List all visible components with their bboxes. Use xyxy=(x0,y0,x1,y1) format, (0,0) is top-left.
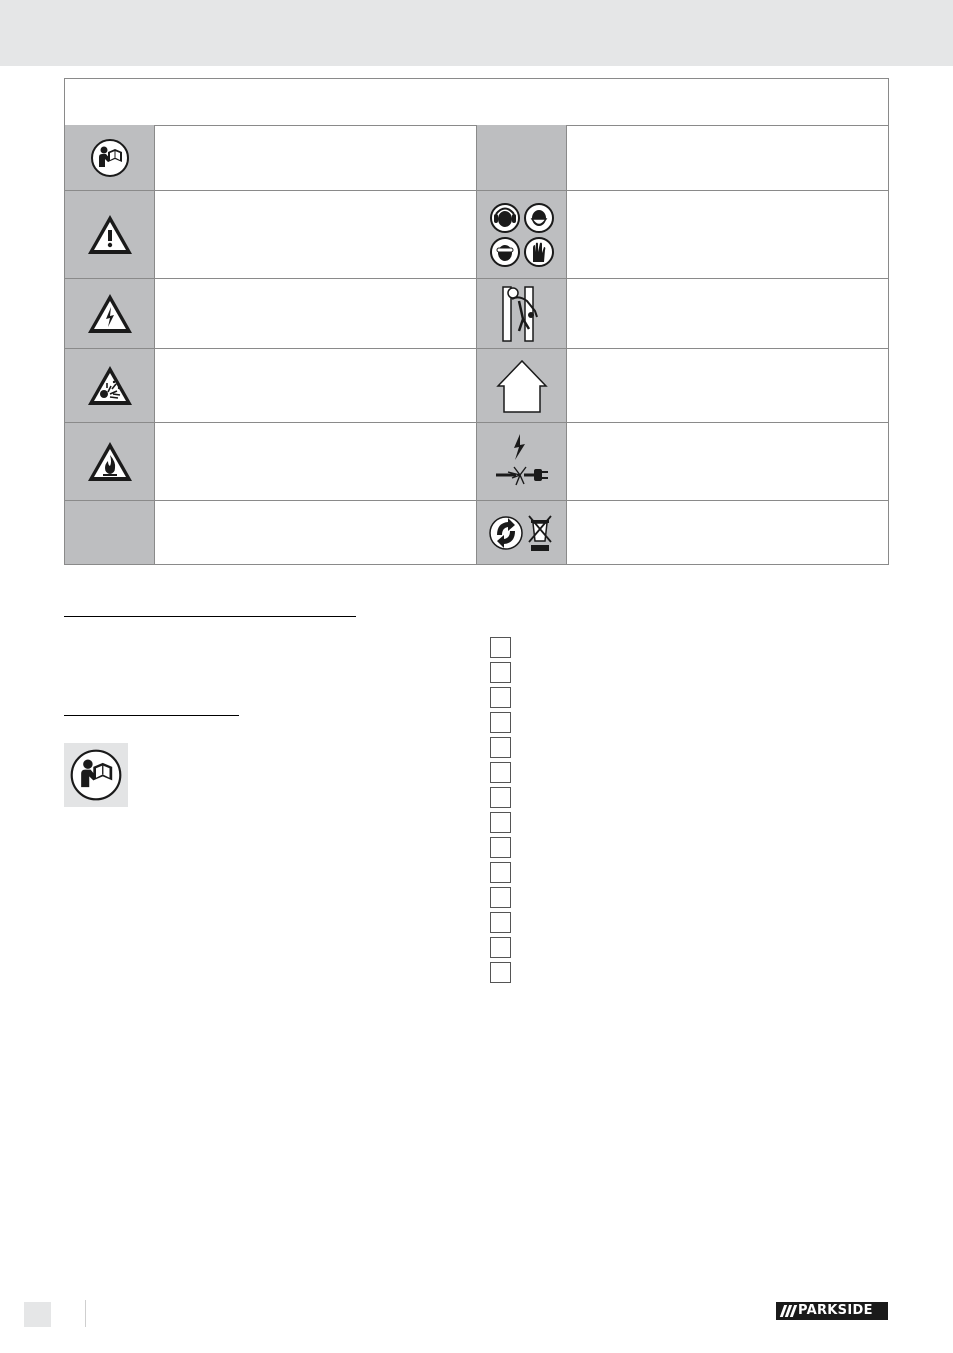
icon-cell xyxy=(65,191,155,278)
logo-slashes xyxy=(776,1302,798,1320)
read-manual-icon xyxy=(90,138,130,178)
icon-cell xyxy=(476,423,567,500)
table-row xyxy=(65,125,888,191)
description-cell xyxy=(567,349,888,422)
explosion-warning-icon xyxy=(86,364,134,408)
icon-cell xyxy=(476,501,567,564)
icon-cell xyxy=(65,349,155,422)
page-separator xyxy=(85,1300,86,1327)
description-cell xyxy=(155,501,476,564)
description-cell xyxy=(567,279,888,348)
icon-cell xyxy=(65,423,155,500)
icon-cell xyxy=(65,279,155,348)
description-cell xyxy=(155,423,476,500)
protective-equipment-icon xyxy=(489,202,555,268)
indoor-use-only-icon xyxy=(495,358,549,414)
header-band xyxy=(0,0,953,66)
icon-cell xyxy=(476,125,567,190)
icon-cell xyxy=(476,279,567,348)
description-cell xyxy=(567,501,888,564)
component-number-box xyxy=(490,762,511,783)
component-number-box xyxy=(490,912,511,933)
component-number-box xyxy=(490,937,511,958)
component-number-box xyxy=(490,712,511,733)
table-row xyxy=(65,191,888,279)
component-number-box xyxy=(490,662,511,683)
icon-cell xyxy=(65,125,155,190)
description-cell xyxy=(155,349,476,422)
icon-cell xyxy=(476,349,567,422)
fire-warning-icon xyxy=(86,440,134,484)
description-cell xyxy=(155,279,476,348)
parkside-logo xyxy=(776,1302,888,1320)
component-number-box xyxy=(490,687,511,708)
component-number-box xyxy=(490,962,511,983)
description-cell xyxy=(155,191,476,278)
icon-cell xyxy=(476,191,567,278)
brand-name: PARKSIDE xyxy=(798,1303,873,1318)
component-number-box xyxy=(490,887,511,908)
manual-notice-box xyxy=(64,743,128,807)
component-number-box xyxy=(490,837,511,858)
description-cell xyxy=(567,423,888,500)
component-number-list xyxy=(490,637,514,987)
electric-shock-warning-icon xyxy=(86,292,134,336)
table-row xyxy=(65,349,888,423)
table-row xyxy=(65,501,888,564)
heading-underline xyxy=(64,616,356,617)
icon-cell xyxy=(65,501,155,564)
description-cell xyxy=(567,191,888,278)
description-cell xyxy=(155,125,476,190)
component-number-box xyxy=(490,812,511,833)
read-manual-icon xyxy=(69,748,123,802)
subheading-underline xyxy=(64,715,239,716)
recycling-weee-icon xyxy=(489,513,555,553)
description-cell xyxy=(567,125,888,190)
component-number-box xyxy=(490,737,511,758)
table-title-row xyxy=(65,79,888,126)
warning-icon xyxy=(86,213,134,257)
component-number-box xyxy=(490,637,511,658)
symbol-table xyxy=(64,78,889,565)
component-number-box xyxy=(490,862,511,883)
component-number-box xyxy=(490,787,511,808)
damaged-cable-unplug-icon xyxy=(494,432,550,492)
page-number-tab xyxy=(24,1302,51,1327)
table-row xyxy=(65,423,888,501)
table-row xyxy=(65,279,888,349)
keep-children-away-icon xyxy=(499,285,545,343)
